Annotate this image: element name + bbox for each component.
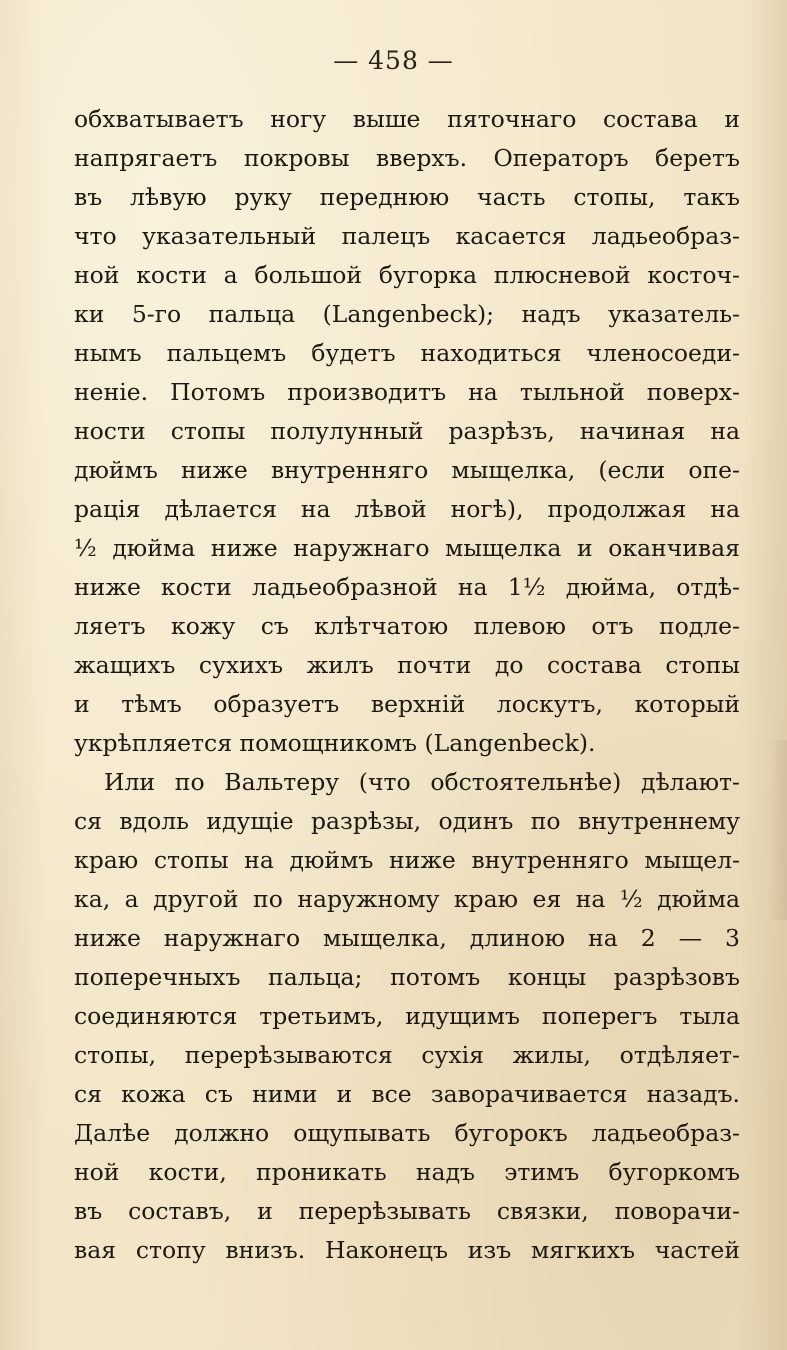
text-line: ляетъ кожу съ клѣтчатою плевою отъ подле- [74, 612, 740, 640]
text-line: соединяются третьимъ, идущимъ поперегъ тыла [74, 1002, 740, 1030]
text-line: ся вдоль идущіе разрѣзы, одинъ по внутреннему [74, 807, 740, 835]
text-line: краю стопы на дюймъ ниже внутренняго мыщел- [74, 846, 740, 874]
text-line: жащихъ сухихъ жилъ почти до состава стопы [74, 651, 740, 679]
paragraph-start-line: Или по Вальтеру (что обстоятельнѣе) дѣлают- [104, 768, 740, 796]
page-number: — 458 — [333, 46, 454, 75]
text-line: въ составъ, и перерѣзывать связки, поворачи- [74, 1197, 740, 1225]
text-line: ся кожа съ ними и все заворачивается назадъ. [74, 1080, 740, 1108]
text-line: Далѣе должно ощупывать бугорокъ ладьеобраз- [74, 1119, 740, 1147]
text-line: вая стопу внизъ. Наконецъ изъ мягкихъ частей [74, 1236, 740, 1264]
text-line: ной кости, проникать надъ этимъ бугоркомъ [74, 1158, 740, 1186]
body-text [74, 100, 740, 1270]
text-line: ка, а другой по наружному краю ея на ½ дюйма [74, 885, 740, 913]
text-line: поперечныхъ пальца; потомъ концы разрѣзовъ [74, 963, 740, 991]
text-line: въ лѣвую руку переднюю часть стопы, такъ [74, 183, 740, 211]
text-line: стопы, перерѣзываются сухія жилы, отдѣляет- [74, 1041, 740, 1069]
text-line: напрягаетъ покровы вверхъ. Операторъ беретъ [74, 144, 740, 172]
text-line: ной кости а большой бугорка плюсневой косточ- [74, 261, 740, 289]
text-line: дюймъ ниже внутренняго мыщелка, (если опе- [74, 456, 740, 484]
text-line: нымъ пальцемъ будетъ находиться членосоеди- [74, 339, 740, 367]
text-line: обхватываетъ ногу выше пяточнаго состава и [74, 105, 740, 133]
text-line: ниже кости ладьеобразной на 1½ дюйма, отдѣ- [74, 573, 740, 601]
text-line: неніе. Потомъ производитъ на тыльной поверх- [74, 378, 740, 406]
text-line: ½ дюйма ниже наружнаго мыщелка и оканчивая [74, 534, 740, 562]
text-line: что указательный палецъ касается ладьеобраз- [74, 222, 740, 250]
text-line: ниже наружнаго мыщелка, длиною на 2 — 3 [74, 924, 740, 952]
page-edge-shadow [769, 740, 787, 920]
text-line: и тѣмъ образуетъ верхній лоскутъ, который [74, 690, 740, 718]
text-line: рація дѣлается на лѣвой ногѣ), продолжая на [74, 495, 740, 523]
text-line: укрѣпляется помощникомъ (Langenbeck). [74, 729, 596, 757]
text-line: ности стопы полулунный разрѣзъ, начиная на [74, 417, 740, 445]
text-line: ки 5-го пальца (Langenbeck); надъ указатель- [74, 300, 740, 328]
